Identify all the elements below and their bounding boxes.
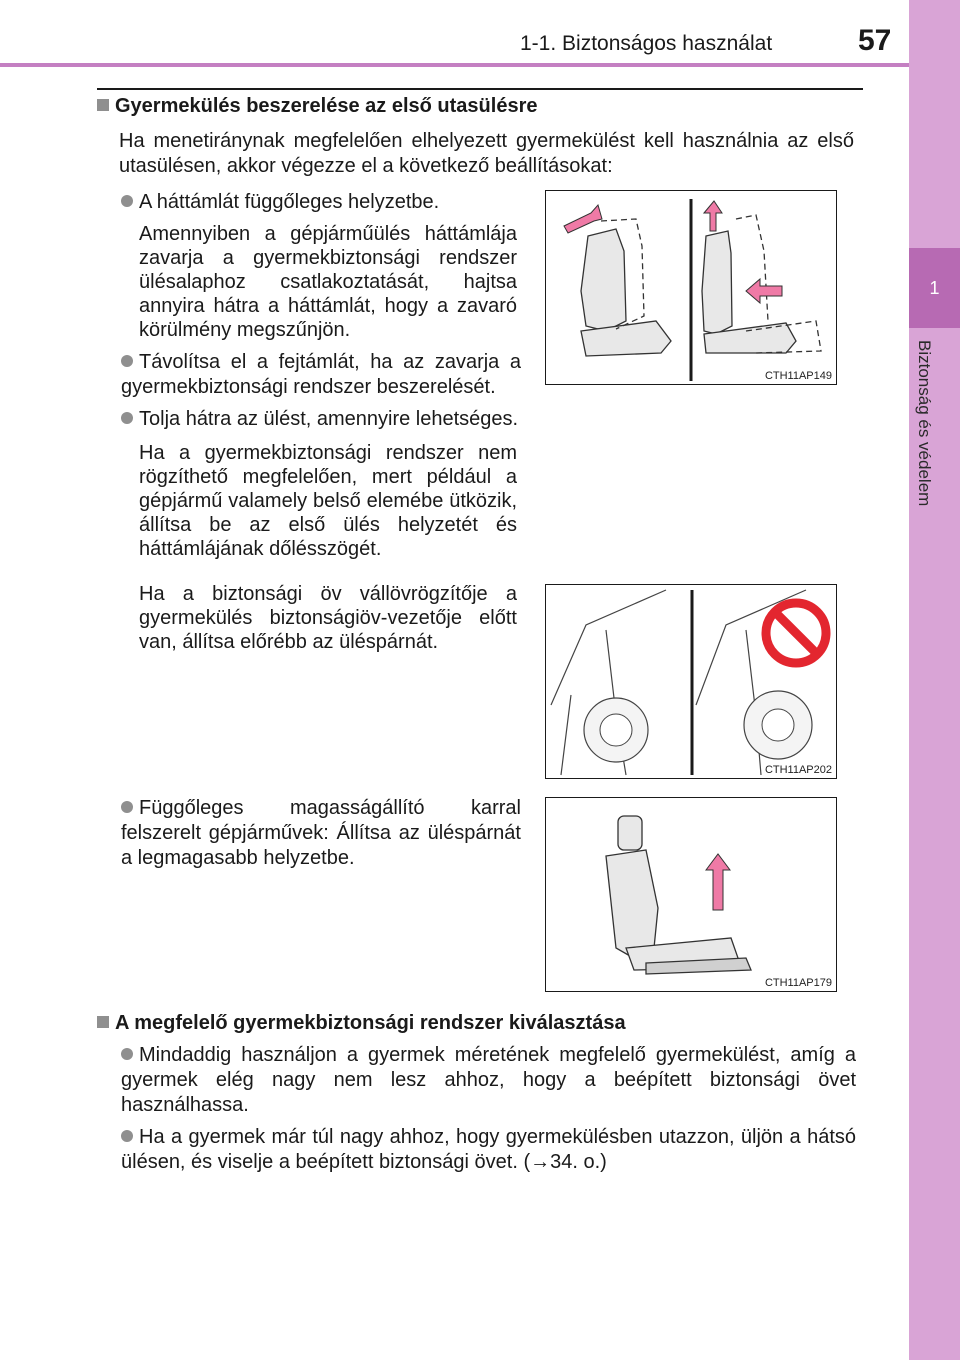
bullet-slide-back-text: Ha a gyermekbiztonsági rendszer nem rögzíthető megfelelően, mert például a gépjármű valamely belső elemébe ütközik, állítsa be az első ülés helyzetét és háttámlájának dőlésszögét. [139, 442, 517, 560]
bullet-dot-icon [121, 195, 133, 207]
bullet-dot-icon [121, 1048, 133, 1060]
section2-bullet-rear-seat: Ha a gyermek már túl nagy ahhoz, hogy gyermekülésben utazzon, üljön a hátsó ülésen, és viselje a beépített biztonsági övet. (→34. o.) [121, 1126, 856, 1173]
section-heading: Gyermekülés beszerelése az első utasülésre [97, 95, 867, 118]
square-bullet-icon [97, 1016, 109, 1028]
square-bullet-icon [97, 99, 109, 111]
bullet-headrest: Távolítsa el a fejtámlát, ha az zavarja a gyermekbiztonsági rendszer beszerelését. [121, 351, 521, 398]
figure-seat-backrest [545, 190, 837, 385]
chapter-title: Biztonság és védelem [915, 340, 934, 507]
chapter-side-tab[interactable] [909, 0, 960, 1360]
intro-paragraph: Ha menetiránynak megfelelően elhelyezett gyermekülést kell használnia az első utasülésen, akkor végezze el a következő beállításokat: [119, 130, 854, 177]
bullet-dot-icon [121, 1130, 133, 1142]
bullet-dot-icon [121, 355, 133, 367]
bullet-slide-back: Tolja hátra az ülést, amennyire lehetséges. [121, 407, 531, 432]
figure-caption: CTH11AP202 [764, 764, 832, 776]
seat-height-illustration [546, 798, 836, 991]
figure-caption: CTH11AP149 [764, 370, 832, 382]
seat-backrest-illustration [546, 191, 836, 384]
bullet-dot-icon [121, 412, 133, 424]
bullet-height-lever: Függőleges magasságállító karral felszerelt gépjárművek: Állítsa az üléspárnát a legmagasabb helyzetbe. [121, 797, 521, 869]
section-rule [97, 88, 863, 90]
bullet-backrest-text: Amennyiben a gépjárműülés háttámlája zavarja a gyermekbiztonsági rendszer ülésalaphoz csatlakoztatását, hajtsa annyira hátra a háttámlát, hogy a zavaró körülmény megszűnjön. [139, 223, 517, 341]
bullet-belt-anchor-text: Ha a biztonsági öv vállövrögzítője a gyermekülés biztonságiöv-vezetője előtt van, állítsa előrébb az üléspárnát. [139, 583, 517, 653]
page-number: 57 [858, 24, 892, 57]
header-rule [0, 63, 960, 67]
chapter-number: 1 [909, 248, 960, 328]
figure-belt-anchor [545, 584, 837, 779]
figure-caption: CTH11AP179 [764, 977, 832, 989]
section-title: 1-1. Biztonságos használat [520, 32, 773, 55]
bullet-dot-icon [121, 801, 133, 813]
bullet-backrest: A háttámlát függőleges helyzetbe. [121, 190, 521, 215]
figure-seat-height [545, 797, 837, 992]
belt-anchor-illustration [546, 585, 836, 778]
section2-heading: A megfelelő gyermekbiztonsági rendszer kiválasztása [97, 1012, 867, 1035]
section2-bullet-size: Mindaddig használjon a gyermek méretének megfelelő gyermekülést, amíg a gyermek elég nagy nem lesz ahhoz, hogy a beépített biztonsági övet használhassa. [121, 1044, 856, 1116]
